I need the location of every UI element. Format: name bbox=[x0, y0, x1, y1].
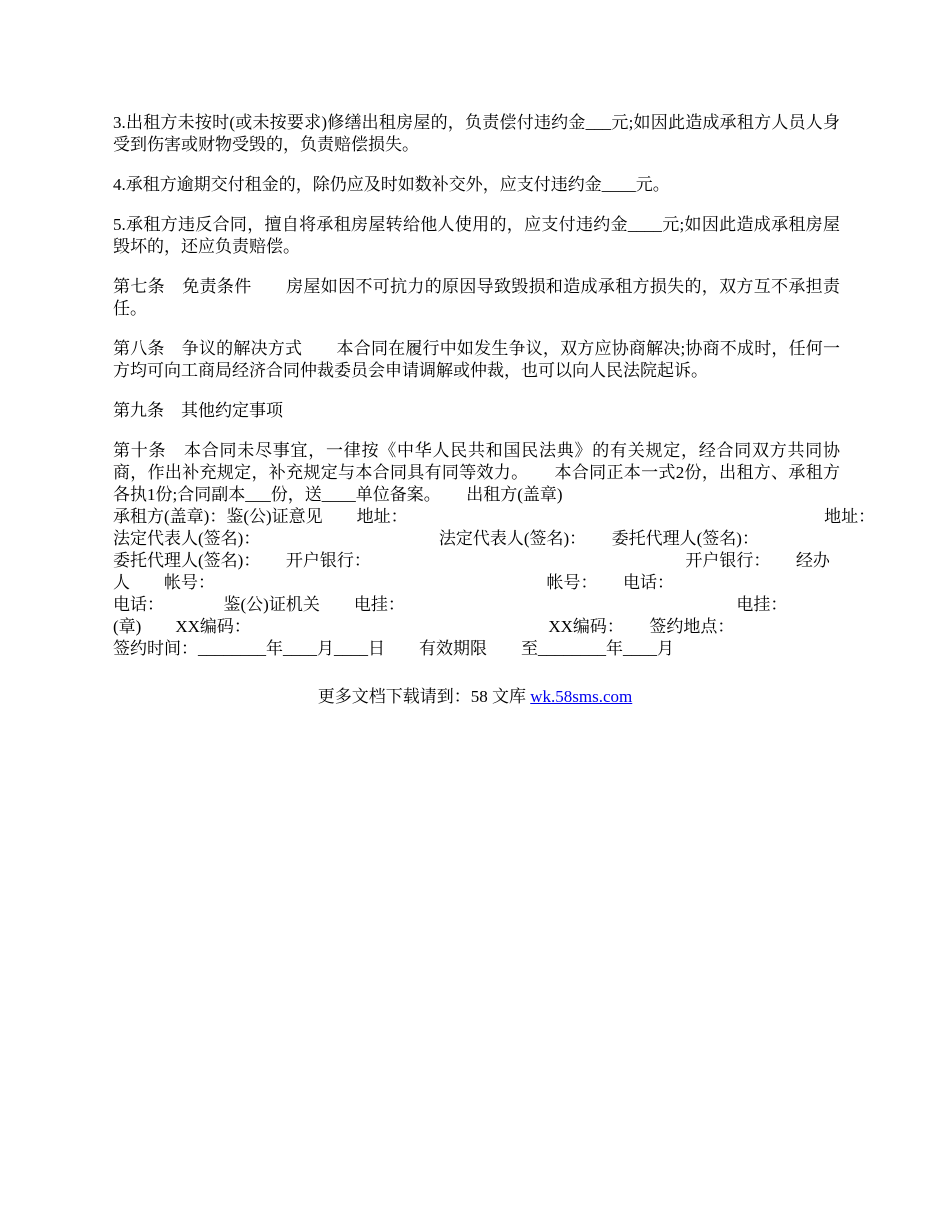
signature-line: 法定代表人(签名)： 法定代表人(签名)： 委托代理人(签名)： bbox=[113, 529, 759, 548]
clause-paragraph: 第八条 争议的解决方式 本合同在履行中如发生争议，双方应协商解决;协商不成时，任何一方均可向工商局经济合同仲裁委员会申请调解或仲裁，也可以向人民法院起诉。 bbox=[113, 339, 840, 380]
signature-line: 人 帐号： 帐号： 电话： bbox=[113, 573, 674, 592]
signature-line: (章) XX编码： XX编码： 签约地点： bbox=[113, 617, 735, 636]
signature-block bbox=[113, 506, 876, 660]
clause-paragraph: 第九条 其他约定事项 bbox=[113, 401, 283, 420]
footer-text: 更多文档下载请到：58 文库 bbox=[317, 687, 531, 706]
clause-paragraph: 4.承租方逾期交付租金的，除仍应及时如数补交外，应支付违约金____元。 bbox=[113, 175, 670, 194]
signature-line: 电话： 鉴(公)证机关 电挂： 电挂： bbox=[113, 595, 788, 614]
document-body bbox=[113, 112, 876, 660]
clause-paragraph: 第七条 免责条件 房屋如因不可抗力的原因导致毁损和造成承租方损失的，双方互不承担责任。 bbox=[113, 277, 840, 318]
signature-line: 承租方(盖章)：鉴(公)证意见 地址： 地址： bbox=[113, 507, 876, 526]
clause-paragraph: 第十条 本合同未尽事宜，一律按《中华人民共和国民法典》的有关规定，经合同双方共同协商，作出补充规定，补充规定与本合同具有同等效力。 本合同正本一式2份，出租方、承租方各执1份;合同副本___份，送____单位备案。 出租方(盖章) bbox=[113, 441, 840, 504]
footer bbox=[0, 686, 950, 708]
clause-paragraph: 3.出租方未按时(或未按要求)修缮出租房屋的，负责偿付违约金___元;如因此造成承租方人员人身受到伤害或财物受毁的，负责赔偿损失。 bbox=[113, 113, 840, 154]
clause-paragraph: 5.承租方违反合同，擅自将承租房屋转给他人使用的，应支付违约金____元;如因此造成承租房屋毁坏的，还应负责赔偿。 bbox=[113, 215, 840, 256]
signature-line: 委托代理人(签名)： 开户银行： 开户银行： 经办 bbox=[113, 551, 830, 570]
signature-line: 签约时间：________年____月____日 有效期限 至________年____月 bbox=[113, 639, 674, 658]
footer-link[interactable]: wk.58sms.com bbox=[530, 687, 633, 706]
